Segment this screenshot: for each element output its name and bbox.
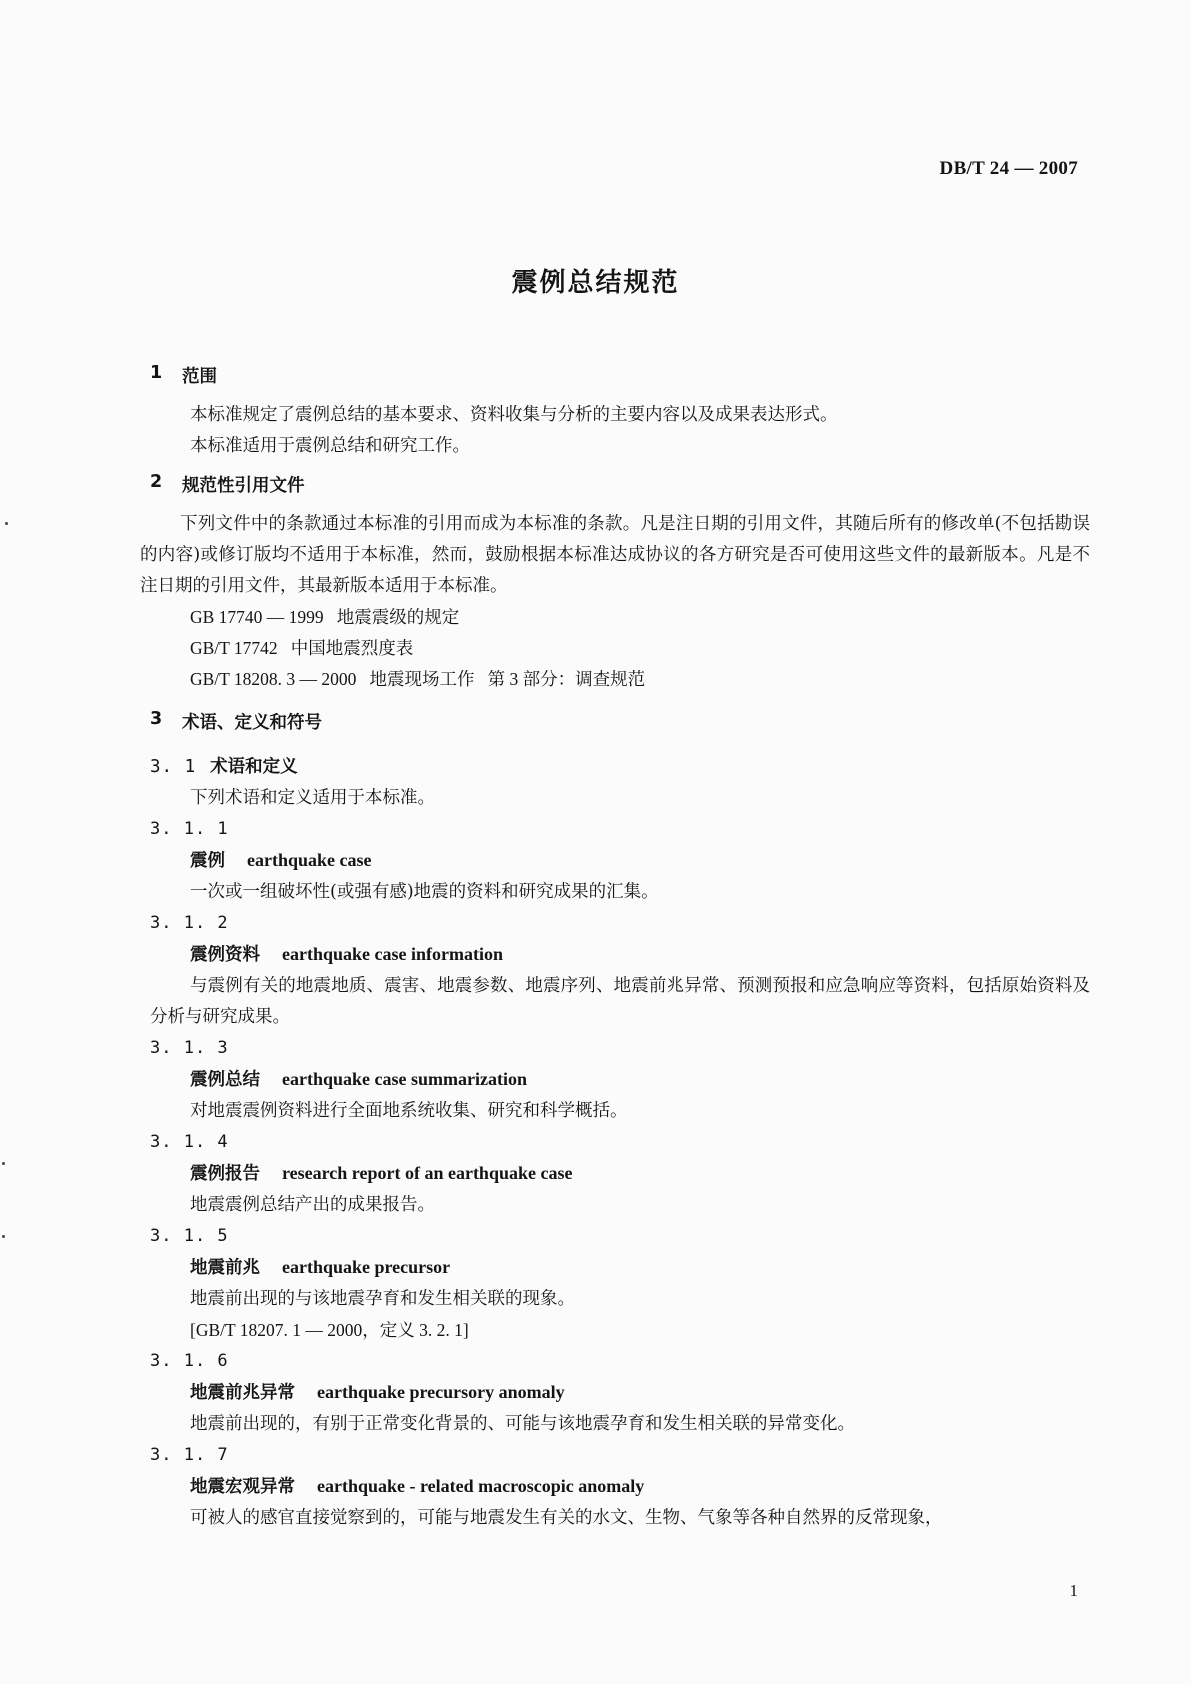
- clause-number: 3. 1. 3: [150, 1038, 229, 1058]
- document-body: [140, 363, 1090, 1534]
- scan-speck: [2, 1235, 5, 1238]
- term-zh: 震例资料: [190, 945, 260, 965]
- paragraph: 下列术语和定义适用于本标准。: [190, 788, 435, 808]
- section-title: 规范性引用文件: [182, 476, 305, 496]
- clause-number: 3. 1. 4: [150, 1132, 229, 1152]
- section-heading-3: [150, 709, 1090, 734]
- term-entry: [150, 908, 1090, 1033]
- term-definition: 地震震例总结产出的成果报告。: [190, 1195, 435, 1215]
- term-zh: 地震宏观异常: [190, 1477, 295, 1497]
- term-en: earthquake precursor: [282, 1257, 451, 1277]
- scan-speck: [5, 522, 8, 525]
- term-en: research report of an earthquake case: [282, 1163, 573, 1183]
- section-number: 2: [150, 472, 163, 492]
- paragraph: 下列文件中的条款通过本标准的引用而成为本标准的条款。凡是注日期的引用文件，其随后所有的修改单(不包括勘误的内容)或修订版均不适用于本标准，然而，鼓励根据本标准达成协议的各方研究是否可使用这些文件的最新版本。凡是不注日期的引用文件，其最新版本适用于本标准。: [140, 514, 1090, 596]
- subsection-heading: [150, 752, 1090, 783]
- reference-item: GB/T 18208. 3 — 2000 地震现场工作 第 3 部分：调查规范: [190, 669, 646, 689]
- section-title: 范围: [182, 367, 217, 387]
- term-zh: 震例: [190, 851, 225, 871]
- paragraph: 本标准规定了震例总结的基本要求、资料收集与分析的主要内容以及成果表达形式。: [190, 405, 838, 425]
- term-zh: 震例总结: [190, 1070, 260, 1090]
- document-code: DB/T 24 — 2007: [939, 158, 1078, 179]
- term-definition: 与震例有关的地震地质、震害、地震参数、地震序列、地震前兆异常、预测预报和应急响应等资料，包括原始资料及分析与研究成果。: [150, 976, 1090, 1027]
- term-definition: 对地震震例资料进行全面地系统收集、研究和科学概括。: [190, 1101, 628, 1121]
- subsection-number: 3. 1: [150, 757, 197, 777]
- section-heading-1: [150, 363, 1090, 388]
- term-entry: [150, 1127, 1090, 1221]
- clause-number: 3. 1. 7: [150, 1445, 229, 1465]
- subsection-title: 术语和定义: [210, 757, 298, 777]
- term-entry: [150, 1221, 1090, 1346]
- clause-number: 3. 1. 1: [150, 819, 229, 839]
- term-definition: 地震前出现的，有别于正常变化背景的、可能与该地震孕育和发生相关联的异常变化。: [190, 1414, 855, 1434]
- section-title: 术语、定义和符号: [182, 713, 322, 733]
- term-entry: [150, 1033, 1090, 1127]
- scan-speck: [2, 1162, 5, 1165]
- term-definition: 地震前出现的与该地震孕育和发生相关联的现象。: [190, 1289, 575, 1309]
- term-source-note: [GB/T 18207. 1 — 2000，定义 3. 2. 1]: [190, 1320, 469, 1340]
- reference-item: GB 17740 — 1999 地震震级的规定: [190, 607, 460, 627]
- term-zh: 地震前兆异常: [190, 1383, 295, 1403]
- section-number: 1: [150, 363, 163, 383]
- term-en: earthquake - related macroscopic anomaly: [317, 1476, 645, 1496]
- term-entry: [150, 814, 1090, 908]
- page-title: 震例总结规范: [511, 268, 680, 298]
- term-definition: 可被人的感官直接觉察到的，可能与地震发生有关的水文、生物、气象等各种自然界的反常现象，: [190, 1508, 943, 1528]
- term-definition: 一次或一组破坏性(或强有感)地震的资料和研究成果的汇集。: [190, 882, 659, 902]
- clause-number: 3. 1. 5: [150, 1226, 229, 1246]
- reference-item: GB/T 17742 中国地震烈度表: [190, 638, 414, 658]
- page-number: 1: [1069, 1581, 1078, 1600]
- term-entry: [150, 1346, 1090, 1440]
- term-zh: 地震前兆: [190, 1258, 260, 1278]
- term-zh: 震例报告: [190, 1164, 260, 1184]
- paragraph: 本标准适用于震例总结和研究工作。: [190, 436, 470, 456]
- term-entry: [150, 1440, 1090, 1534]
- clause-number: 3. 1. 6: [150, 1351, 229, 1371]
- section-number: 3: [150, 709, 163, 729]
- term-en: earthquake case information: [282, 944, 503, 964]
- term-en: earthquake case: [247, 850, 372, 870]
- term-en: earthquake case summarization: [282, 1069, 527, 1089]
- clause-number: 3. 1. 2: [150, 913, 229, 933]
- term-en: earthquake precursory anomaly: [317, 1382, 565, 1402]
- section-heading-2: [150, 472, 1090, 497]
